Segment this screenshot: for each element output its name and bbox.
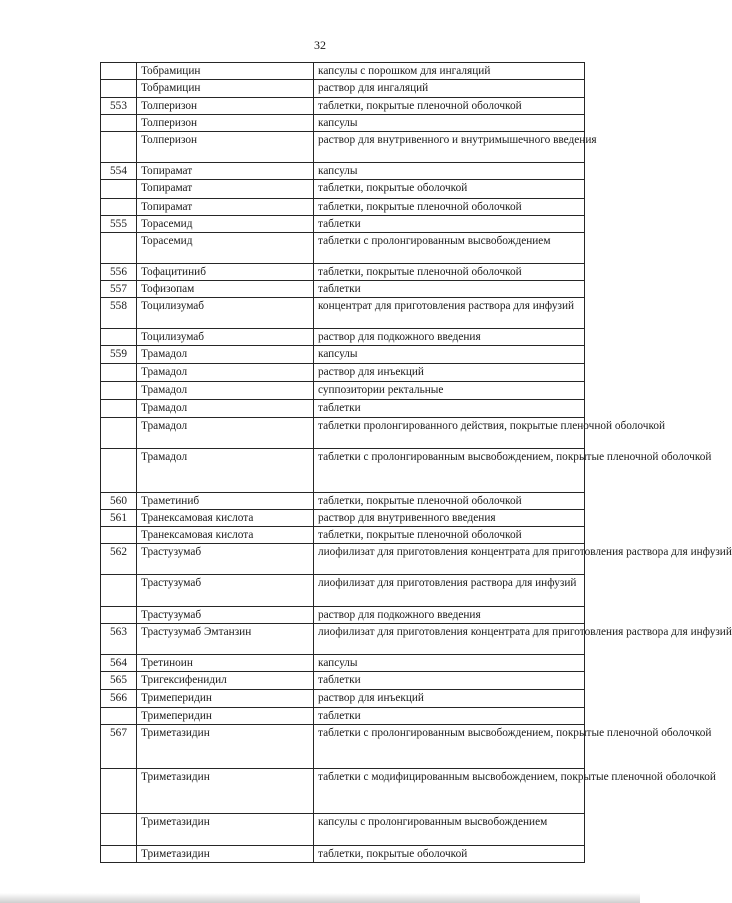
cell-num xyxy=(101,63,137,80)
cell-name: Трастузумаб xyxy=(137,575,314,607)
cell-num: 566 xyxy=(101,690,137,708)
cell-name: Тоцилизумаб xyxy=(137,329,314,346)
table-row xyxy=(101,63,585,80)
table-row xyxy=(101,400,585,418)
cell-name: Тобрамицин xyxy=(137,80,314,98)
cell-form: раствор для подкожного введения xyxy=(314,329,585,346)
cell-form: таблетки, покрытые пленочной оболочкой xyxy=(314,493,585,510)
table-row xyxy=(101,846,585,863)
cell-name: Топирамат xyxy=(137,180,314,199)
table-row xyxy=(101,527,585,544)
table-row xyxy=(101,493,585,510)
cell-form: таблетки с пролонгированным высвобождением xyxy=(314,233,585,264)
cell-num: 560 xyxy=(101,493,137,510)
cell-form: таблетки xyxy=(314,216,585,233)
table-row xyxy=(101,180,585,199)
cell-num xyxy=(101,769,137,814)
cell-name: Торасемид xyxy=(137,233,314,264)
cell-name: Топирамат xyxy=(137,199,314,216)
table-row xyxy=(101,814,585,846)
table-row xyxy=(101,281,585,298)
cell-name: Тофизопам xyxy=(137,281,314,298)
cell-name: Траметиниб xyxy=(137,493,314,510)
table-row xyxy=(101,449,585,493)
table-row xyxy=(101,708,585,725)
table-row xyxy=(101,346,585,364)
table-row xyxy=(101,115,585,132)
cell-form: раствор для инъекций xyxy=(314,364,585,382)
cell-num xyxy=(101,846,137,863)
cell-name: Трамадол xyxy=(137,382,314,400)
cell-form: суппозитории ректальные xyxy=(314,382,585,400)
cell-form: таблетки, покрытые пленочной оболочкой xyxy=(314,264,585,281)
cell-num: 555 xyxy=(101,216,137,233)
cell-form: таблетки, покрытые пленочной оболочкой xyxy=(314,199,585,216)
table-row xyxy=(101,418,585,449)
table-row xyxy=(101,233,585,264)
cell-num xyxy=(101,708,137,725)
cell-form: раствор для внутривенного введения xyxy=(314,510,585,527)
cell-num xyxy=(101,527,137,544)
cell-form: таблетки с пролонгированным высвобождением, покрытые пленочной оболочкой xyxy=(314,725,585,769)
table-row xyxy=(101,575,585,607)
table-row xyxy=(101,655,585,672)
cell-num: 562 xyxy=(101,544,137,575)
cell-name: Толперизон xyxy=(137,132,314,163)
table-row xyxy=(101,80,585,98)
cell-name: Трастузумаб Эмтанзин xyxy=(137,624,314,655)
table-row xyxy=(101,132,585,163)
cell-form: таблетки, покрытые пленочной оболочкой xyxy=(314,527,585,544)
cell-form: таблетки с пролонгированным высвобождением, покрытые пленочной оболочкой xyxy=(314,449,585,493)
cell-num: 563 xyxy=(101,624,137,655)
cell-name: Тофацитиниб xyxy=(137,264,314,281)
table-body xyxy=(101,63,732,863)
cell-num xyxy=(101,80,137,98)
cell-form: раствор для внутривенного и внутримышечного введения xyxy=(314,132,585,163)
cell-num xyxy=(101,115,137,132)
table-row xyxy=(101,264,585,281)
cell-form: капсулы xyxy=(314,163,585,180)
cell-form: таблетки xyxy=(314,672,585,690)
cell-form: капсулы с пролонгированным высвобождением xyxy=(314,814,585,846)
cell-name: Тоцилизумаб xyxy=(137,298,314,329)
cell-form: лиофилизат для приготовления раствора для инфузий xyxy=(314,575,585,607)
cell-form: капсулы xyxy=(314,115,585,132)
cell-name: Тримеперидин xyxy=(137,690,314,708)
cell-form: таблетки xyxy=(314,708,585,725)
cell-form: раствор для подкожного введения xyxy=(314,607,585,624)
table-row xyxy=(101,199,585,216)
cell-num: 565 xyxy=(101,672,137,690)
cell-num: 557 xyxy=(101,281,137,298)
table-row xyxy=(101,510,585,527)
cell-name: Триметазидин xyxy=(137,814,314,846)
cell-num xyxy=(101,132,137,163)
cell-form: таблетки с модифицированным высвобождением, покрытые пленочной оболочкой xyxy=(314,769,585,814)
cell-form: таблетки, покрытые оболочкой xyxy=(314,180,585,199)
cell-name: Толперизон xyxy=(137,115,314,132)
cell-name: Третиноин xyxy=(137,655,314,672)
table-row xyxy=(101,769,585,814)
table-row xyxy=(101,298,585,329)
cell-name: Трастузумаб xyxy=(137,607,314,624)
cell-name: Топирамат xyxy=(137,163,314,180)
cell-num xyxy=(101,575,137,607)
cell-form: таблетки, покрытые оболочкой xyxy=(314,846,585,863)
cell-form: концентрат для приготовления раствора для инфузий xyxy=(314,298,585,329)
cell-form: капсулы с порошком для ингаляций xyxy=(314,63,585,80)
cell-name: Триметазидин xyxy=(137,769,314,814)
table-row xyxy=(101,725,585,769)
cell-form: раствор для ингаляций xyxy=(314,80,585,98)
cell-num: 559 xyxy=(101,346,137,364)
cell-num: 558 xyxy=(101,298,137,329)
table-row xyxy=(101,329,585,346)
cell-num xyxy=(101,233,137,264)
cell-name: Трамадол xyxy=(137,400,314,418)
cell-name: Тригексифенидил xyxy=(137,672,314,690)
table-row xyxy=(101,672,585,690)
drug-list-table xyxy=(100,62,732,863)
cell-name: Толперизон xyxy=(137,98,314,115)
cell-name: Трамадол xyxy=(137,418,314,449)
page-bottom-shadow xyxy=(0,893,640,903)
cell-num: 567 xyxy=(101,725,137,769)
table-row xyxy=(101,690,585,708)
cell-form: таблетки xyxy=(314,281,585,298)
cell-num: 561 xyxy=(101,510,137,527)
cell-num: 554 xyxy=(101,163,137,180)
cell-form: капсулы xyxy=(314,346,585,364)
cell-form: лиофилизат для приготовления концентрата для приготовления раствора для инфузий xyxy=(314,544,585,575)
table-row xyxy=(101,98,585,115)
cell-name: Триметазидин xyxy=(137,725,314,769)
cell-name: Тобрамицин xyxy=(137,63,314,80)
cell-name: Триметазидин xyxy=(137,846,314,863)
table-row xyxy=(101,382,585,400)
page-number: 32 xyxy=(314,38,326,52)
cell-form: капсулы xyxy=(314,655,585,672)
cell-num: 556 xyxy=(101,264,137,281)
cell-num xyxy=(101,180,137,199)
cell-name: Трамадол xyxy=(137,346,314,364)
cell-name: Торасемид xyxy=(137,216,314,233)
cell-form: таблетки пролонгированного действия, покрытые пленочной оболочкой xyxy=(314,418,585,449)
cell-name: Тримеперидин xyxy=(137,708,314,725)
cell-num xyxy=(101,382,137,400)
cell-num xyxy=(101,607,137,624)
table-row xyxy=(101,364,585,382)
cell-num xyxy=(101,199,137,216)
table-row xyxy=(101,607,585,624)
cell-name: Трастузумаб xyxy=(137,544,314,575)
cell-num: 553 xyxy=(101,98,137,115)
cell-name: Трамадол xyxy=(137,449,314,493)
cell-form: лиофилизат для приготовления концентрата для приготовления раствора для инфузий xyxy=(314,624,585,655)
table-row xyxy=(101,163,585,180)
cell-num xyxy=(101,329,137,346)
cell-num xyxy=(101,364,137,382)
cell-form: раствор для инъекций xyxy=(314,690,585,708)
cell-num xyxy=(101,449,137,493)
table-row xyxy=(101,544,585,575)
cell-name: Транексамовая кислота xyxy=(137,527,314,544)
cell-num xyxy=(101,814,137,846)
cell-form: таблетки, покрытые пленочной оболочкой xyxy=(314,98,585,115)
cell-num xyxy=(101,418,137,449)
table-row xyxy=(101,216,585,233)
cell-form: таблетки xyxy=(314,400,585,418)
cell-name: Трамадол xyxy=(137,364,314,382)
cell-num: 564 xyxy=(101,655,137,672)
table-row xyxy=(101,624,585,655)
cell-num xyxy=(101,400,137,418)
cell-name: Транексамовая кислота xyxy=(137,510,314,527)
